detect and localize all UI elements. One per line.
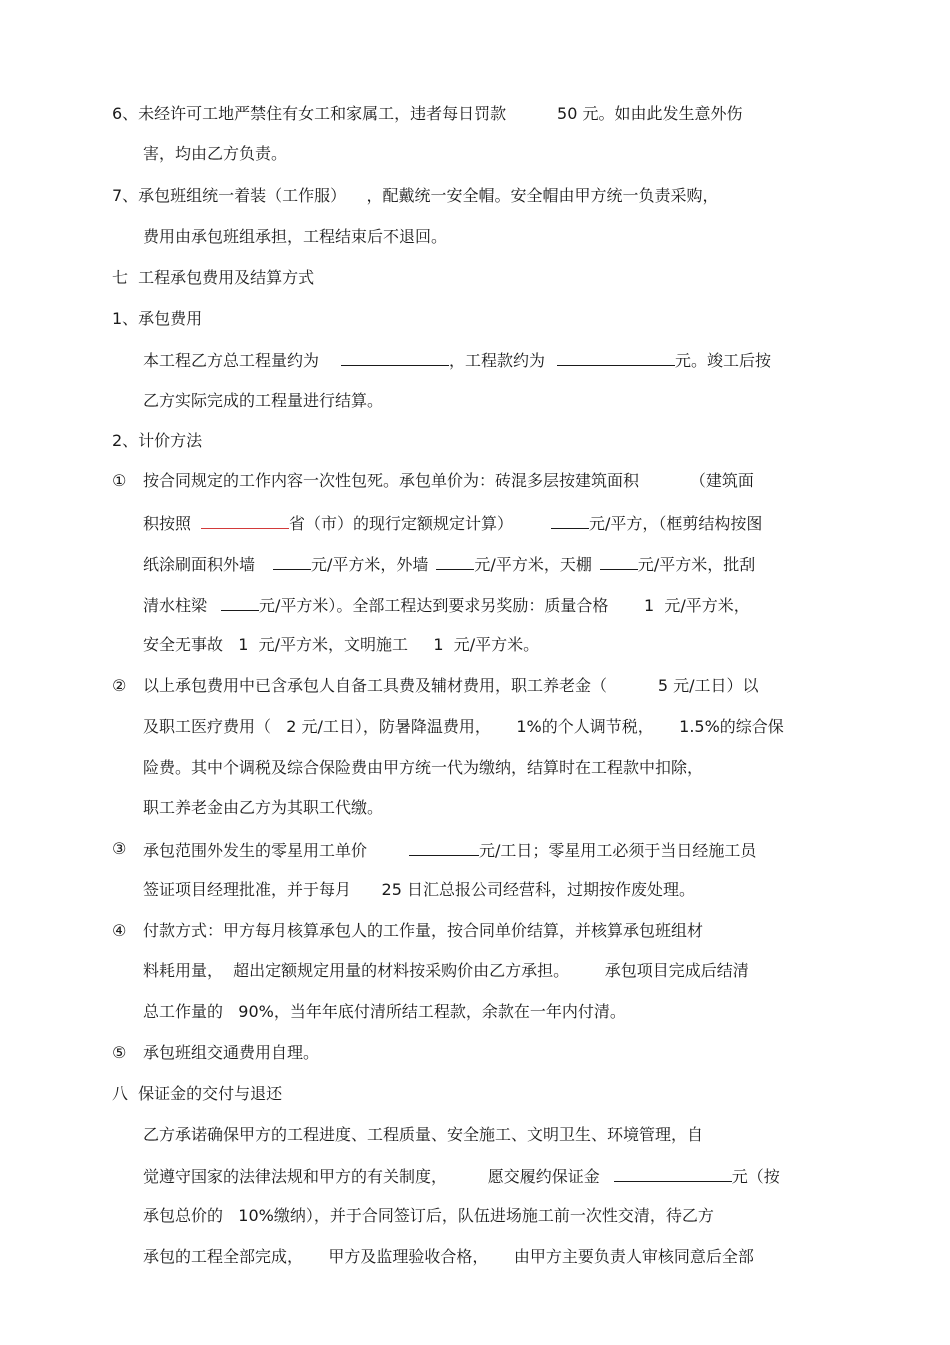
item-2-line-1: 以上承包费用中已含承包人自备工具费及辅材费用，职工养老金（ 5 元/工日）以 bbox=[143, 676, 759, 695]
item-1-line-2 bbox=[143, 512, 762, 534]
item-1-marker: ① bbox=[112, 471, 127, 490]
column-beam-price-blank bbox=[221, 594, 259, 611]
text-segment: 纸涂刷面积外墙 bbox=[143, 555, 256, 574]
item-2-line-2: 及职工医疗费用（ 2 元/工日），防暑降温费用， 1%的个人调节税， 1.5%的综合保 bbox=[143, 717, 784, 736]
text-segment: 承包范围外发生的零星用工单价 bbox=[143, 841, 368, 860]
exterior-wall-price-blank-2 bbox=[436, 553, 474, 570]
text-segment: ，工程款约为 bbox=[449, 351, 546, 370]
item-1-line-3 bbox=[143, 553, 755, 575]
item-1-line-4 bbox=[143, 594, 750, 616]
contract-amount-blank bbox=[557, 349, 675, 366]
unit-price-blank bbox=[551, 512, 589, 529]
item-1-line-1: 按合同规定的工作内容一次性包死。承包单价为：砖混多层按建筑面积 （建筑面 bbox=[143, 471, 754, 490]
item-3-line-2: 签证项目经理批准，并于每月 25 日汇总报公司经营科，过期按作废处理。 bbox=[143, 880, 695, 899]
clause-6-line-2: 害，均由乙方负责。 bbox=[143, 144, 288, 163]
clause-7-line-1: 7、承包班组统一着装（工作服） ，配戴统一安全帽。安全帽由甲方统一负责采购， bbox=[112, 186, 719, 205]
text-segment: 清水柱梁 bbox=[143, 596, 208, 615]
section-8-heading: 八 保证金的交付与退还 bbox=[112, 1084, 283, 1103]
text-segment: 元/平方米）。全部工程达到要求另奖励：质量合格 1 元/平方米， bbox=[259, 596, 750, 615]
deposit-amount-blank bbox=[614, 1165, 732, 1182]
text-segment: 元（按 bbox=[731, 1167, 780, 1186]
exterior-wall-price-blank bbox=[273, 553, 311, 570]
item-5-marker: ⑤ bbox=[112, 1043, 127, 1062]
total-quantity-blank bbox=[341, 349, 449, 366]
daywork-price-blank bbox=[409, 839, 479, 856]
text-segment: 元/平方米，批刮 bbox=[637, 555, 756, 574]
deposit-line-3: 承包总价的 10%缴纳），并于合同签订后，队伍进场施工前一次性交清，待乙方 bbox=[143, 1206, 714, 1225]
text-segment: 元/平方米，外墙 bbox=[311, 555, 429, 574]
province-blank bbox=[201, 512, 289, 529]
item-2-line-4: 职工养老金由乙方为其职工代缴。 bbox=[143, 798, 384, 817]
item-2-marker: ② bbox=[112, 676, 127, 695]
item-1-line-5: 安全无事故 1 元/平方米，文明施工 1 元/平方米。 bbox=[143, 635, 540, 654]
item-3-marker: ③ bbox=[112, 839, 127, 858]
item-4-marker: ④ bbox=[112, 921, 127, 940]
deposit-line-4: 承包的工程全部完成， 甲方及监理验收合格， 由甲方主要负责人审核同意后全部 bbox=[143, 1247, 754, 1266]
item-4-line-1: 付款方式：甲方每月核算承包人的工作量，按合同单价结算，并核算承包班组材 bbox=[143, 921, 704, 940]
text-segment: 元/平方米，天棚 bbox=[474, 555, 592, 574]
deposit-line-1: 乙方承诺确保甲方的工程进度、工程质量、安全施工、文明卫生、环境管理，自 bbox=[143, 1125, 704, 1144]
text-segment: 元。竣工后按 bbox=[675, 351, 772, 370]
clause-6-line-1: 6、未经许可工地严禁住有女工和家属工，违者每日罚款 50 元。如由此发生意外伤 bbox=[112, 104, 743, 123]
section-7-heading: 七 工程承包费用及结算方式 bbox=[112, 268, 315, 287]
settlement-line: 乙方实际完成的工程量进行结算。 bbox=[143, 391, 384, 410]
item-3-line-1 bbox=[143, 839, 756, 861]
subsection-1-heading: 1、承包费用 bbox=[112, 309, 203, 328]
clause-7-line-2: 费用由承包班组承担，工程结束后不退回。 bbox=[143, 227, 448, 246]
ceiling-price-blank bbox=[600, 553, 638, 570]
text-segment: 积按照 bbox=[143, 514, 192, 533]
text-segment: 觉遵守国家的法律法规和甲方的有关制度， 愿交履约保证金 bbox=[143, 1167, 600, 1186]
item-5-line-1: 承包班组交通费用自理。 bbox=[143, 1043, 320, 1062]
text-segment: 本工程乙方总工程量约为 bbox=[143, 351, 320, 370]
item-2-line-3: 险费。其中个调税及综合保险费由甲方统一代为缴纳，结算时在工程款中扣除， bbox=[143, 758, 704, 777]
text-segment: 元/平方，（框剪结构按图 bbox=[589, 514, 763, 533]
item-4-line-3: 总工作量的 90%，当年年底付清所结工程款，余款在一年内付清。 bbox=[143, 1002, 626, 1021]
text-segment: 元/工日；零星用工必须于当日经施工员 bbox=[479, 841, 757, 860]
item-4-line-2: 料耗用量， 超出定额规定用量的材料按采购价由乙方承担。 承包项目完成后结清 bbox=[143, 961, 749, 980]
subsection-2-heading: 2、计价方法 bbox=[112, 431, 203, 450]
deposit-line-2 bbox=[143, 1165, 780, 1187]
text-segment: 省（市）的现行定额规定计算） bbox=[289, 514, 514, 533]
contract-amount-line bbox=[143, 349, 771, 371]
